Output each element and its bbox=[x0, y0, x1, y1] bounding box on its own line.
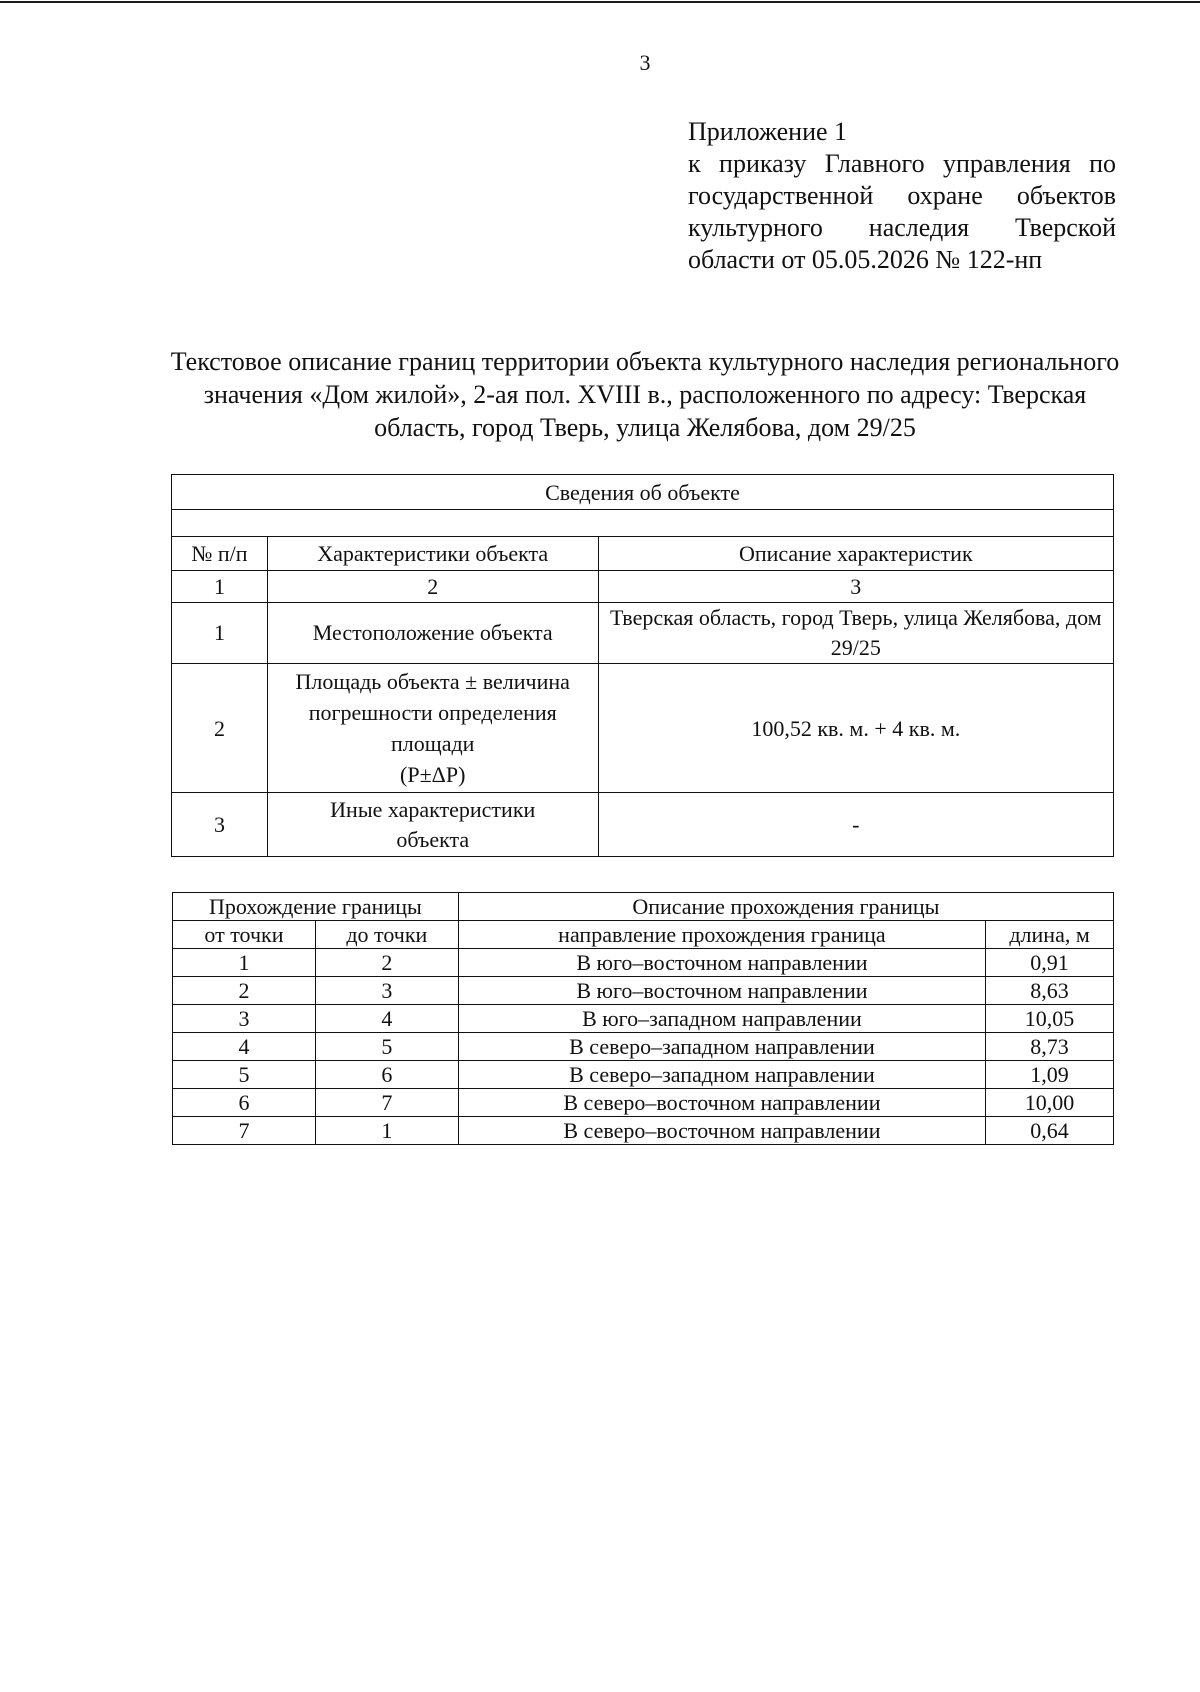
header-border-passage: Прохождение границы bbox=[173, 893, 459, 921]
appendix-block bbox=[688, 116, 1116, 276]
column-number-cell: 3 bbox=[598, 571, 1113, 603]
table-row bbox=[173, 1117, 1114, 1145]
from-point: 4 bbox=[173, 1033, 316, 1061]
characteristic-value: Тверская область, город Тверь, улица Желябова, дом 29/25 bbox=[598, 603, 1113, 664]
direction: В юго–восточном направлении bbox=[458, 949, 985, 977]
name-line: площади bbox=[391, 731, 475, 756]
to-point: 5 bbox=[315, 1033, 458, 1061]
to-point: 6 bbox=[315, 1061, 458, 1089]
to-point: 1 bbox=[315, 1117, 458, 1145]
from-point: 6 bbox=[173, 1089, 316, 1117]
name-line: Площадь объекта ± величина bbox=[295, 669, 570, 694]
direction: В юго–восточном направлении bbox=[458, 977, 985, 1005]
table-row bbox=[173, 1089, 1114, 1117]
header-description: Описание характеристик bbox=[598, 537, 1113, 571]
length: 8,63 bbox=[986, 977, 1114, 1005]
row-number: 1 bbox=[172, 603, 268, 664]
column-number-cell: 1 bbox=[172, 571, 268, 603]
border-passage-table bbox=[172, 892, 1114, 1145]
table-row bbox=[173, 1005, 1114, 1033]
from-point: 1 bbox=[173, 949, 316, 977]
document-title: Текстовое описание границ территории объекта культурного наследия регионального значения «Дом жилой», 2-ая пол. XVIII в., расположенного по адресу: Тверская область, город Тверь, улица Желябова, дом 29/25 bbox=[170, 347, 1120, 442]
length: 10,05 bbox=[986, 1005, 1114, 1033]
header-direction: направление прохождения граница bbox=[458, 921, 985, 949]
direction: В северо–восточном направлении bbox=[458, 1117, 985, 1145]
from-point: 3 bbox=[173, 1005, 316, 1033]
to-point: 2 bbox=[315, 949, 458, 977]
direction: В северо–западном направлении bbox=[458, 1033, 985, 1061]
name-line: Иные характеристики bbox=[330, 796, 536, 822]
top-border-line bbox=[0, 1, 1200, 3]
header-border-description: Описание прохождения границы bbox=[458, 893, 1113, 921]
to-point: 7 bbox=[315, 1089, 458, 1117]
from-point: 7 bbox=[173, 1117, 316, 1145]
direction: В северо–западном направлении bbox=[458, 1061, 985, 1089]
object-info-caption: Сведения об объекте bbox=[172, 475, 1114, 510]
page-number: 3 bbox=[639, 50, 651, 75]
length: 0,64 bbox=[986, 1117, 1114, 1145]
table-row bbox=[172, 664, 1114, 793]
length: 10,00 bbox=[986, 1089, 1114, 1117]
column-number-cell: 2 bbox=[267, 571, 598, 603]
header-length: длина, м bbox=[986, 921, 1114, 949]
name-line: (P±ΔP) bbox=[400, 762, 466, 787]
name-line: погрешности определения bbox=[308, 700, 557, 725]
appendix-title: Приложение 1 bbox=[688, 117, 848, 146]
table-row bbox=[173, 1061, 1114, 1089]
table-row bbox=[172, 793, 1114, 857]
length: 8,73 bbox=[986, 1033, 1114, 1061]
characteristic-name bbox=[267, 793, 598, 857]
header-number: № п/п bbox=[172, 537, 268, 571]
characteristic-value: - bbox=[598, 793, 1113, 857]
characteristic-value: 100,52 кв. м. + 4 кв. м. bbox=[598, 664, 1113, 793]
object-info-table bbox=[171, 474, 1114, 857]
empty-row bbox=[172, 510, 1114, 537]
name-line: объекта bbox=[396, 826, 470, 852]
characteristic-name: Местоположение объекта bbox=[267, 603, 598, 664]
header-from-point: от точки bbox=[173, 921, 316, 949]
length: 0,91 bbox=[986, 949, 1114, 977]
from-point: 2 bbox=[173, 977, 316, 1005]
table-row bbox=[172, 603, 1114, 664]
length: 1,09 bbox=[986, 1061, 1114, 1089]
characteristic-name bbox=[267, 664, 598, 793]
table-row bbox=[173, 1033, 1114, 1061]
header-characteristics: Характеристики объекта bbox=[267, 537, 598, 571]
to-point: 3 bbox=[315, 977, 458, 1005]
header-to-point: до точки bbox=[315, 921, 458, 949]
from-point: 5 bbox=[173, 1061, 316, 1089]
table-row bbox=[173, 949, 1114, 977]
row-number: 3 bbox=[172, 793, 268, 857]
direction: В юго–западном направлении bbox=[458, 1005, 985, 1033]
to-point: 4 bbox=[315, 1005, 458, 1033]
direction: В северо–восточном направлении bbox=[458, 1089, 985, 1117]
table-row bbox=[173, 977, 1114, 1005]
row-number: 2 bbox=[172, 664, 268, 793]
appendix-text: к приказу Главного управления по государственной охране объектов культурного наследия Тверской области от 05.05.2026 № 122-нп bbox=[688, 149, 1116, 274]
